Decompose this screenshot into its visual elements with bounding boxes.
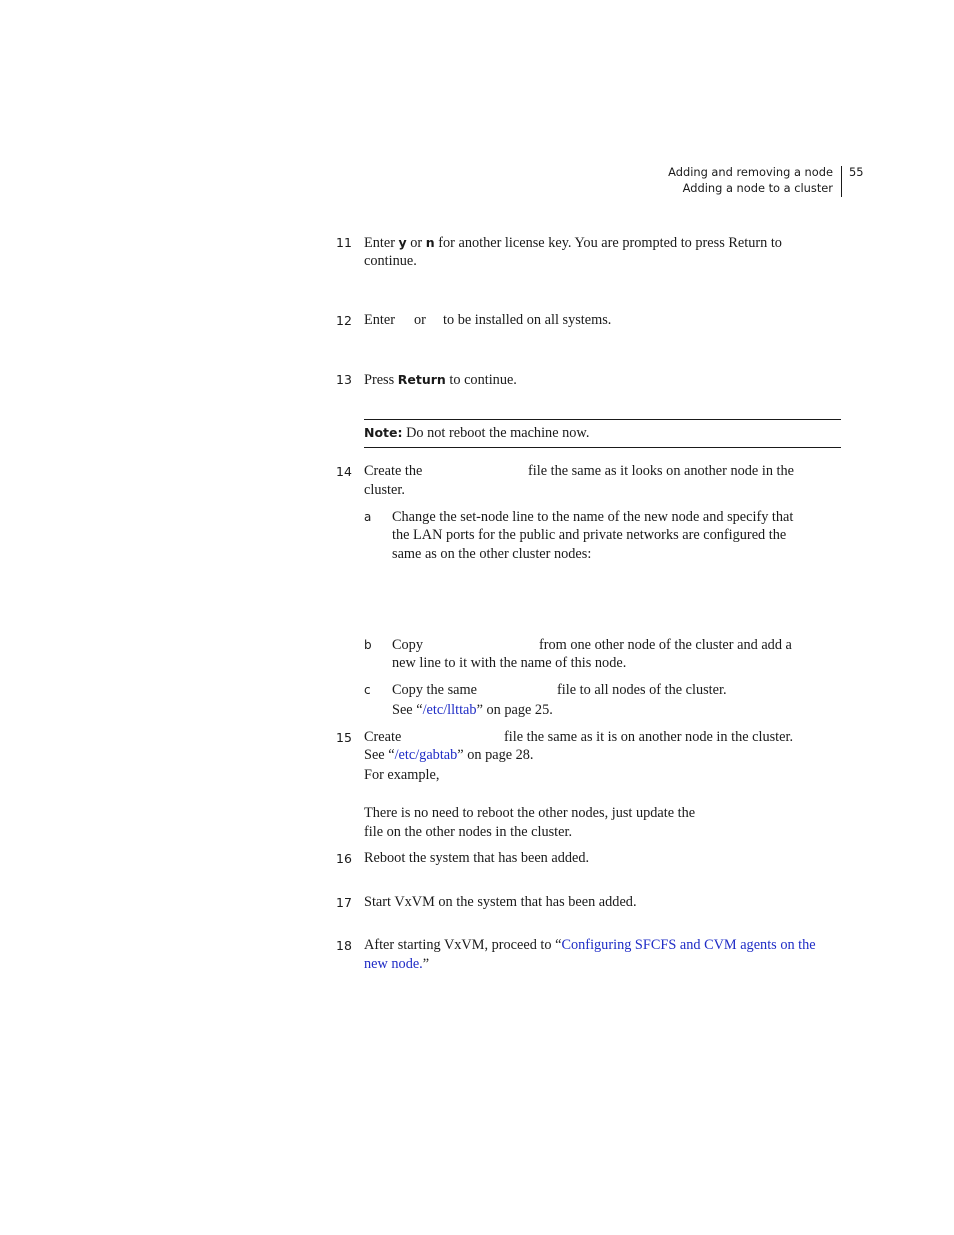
note-text (364, 423, 589, 443)
key-y: y (398, 235, 407, 250)
step-number-12: 12 (336, 313, 352, 328)
step-14-t1: Create the (364, 463, 423, 479)
substep-b-t1: Copy (392, 637, 423, 653)
step-number-17: 17 (336, 895, 352, 910)
step-11-line-2: continue. (364, 253, 417, 269)
page-number: 55 (849, 165, 864, 179)
step-15-para-line-1: There is no need to reboot the other nodes, just update the (364, 805, 696, 821)
step-12-t3: to be installed on all systems. (443, 312, 612, 328)
step-15-see-also (364, 746, 534, 765)
step-12-t1: Enter (364, 312, 395, 328)
step-15-t1: Create (364, 729, 402, 745)
key-n: n (425, 235, 435, 250)
step-14-t2: file the same as it looks on another node in the (528, 463, 795, 479)
substep-c-see-also (392, 701, 553, 720)
step-11-t3: for another license key. You are prompted to press Return to (434, 235, 782, 251)
substep-b-line-2: new line to it with the name of this node. (392, 655, 627, 671)
substep-c-t1: Copy the same (392, 682, 477, 698)
step-11-t1: Enter (364, 235, 399, 251)
step-12-t2: or (414, 312, 426, 328)
step-number-11: 11 (336, 235, 352, 250)
see-post: ” on page 25. (476, 702, 553, 718)
note-label: Note: (364, 425, 403, 440)
see-pre: See “ (364, 747, 395, 763)
link-etc-llttab[interactable]: /etc/llttab (422, 702, 477, 718)
step-18-t2: ” (422, 956, 430, 972)
running-header-section: Adding a node to a cluster (682, 181, 833, 195)
step-15-t2: file the same as it is on another node in the cluster. (504, 729, 794, 745)
step-16-text: Reboot the system that has been added. (364, 850, 590, 866)
substep-c-t2: file to all nodes of the cluster. (557, 682, 727, 698)
substep-a-line-1: Change the set-node line to the name of the new node and specify that (392, 509, 794, 525)
note-box (364, 419, 841, 448)
step-18-t1: After starting VxVM, proceed to “ (364, 937, 562, 953)
substep-b-t2: from one other node of the cluster and add a (539, 637, 792, 653)
step-15-para-line-2: file on the other nodes in the cluster. (364, 824, 573, 840)
substep-letter-c: c (364, 683, 371, 697)
see-pre: See “ (392, 702, 423, 718)
link-configuring-agents[interactable]: Configuring SFCFS and CVM agents on the (561, 937, 816, 953)
step-number-16: 16 (336, 851, 352, 866)
substep-a-line-3: same as on the other cluster nodes: (392, 546, 592, 562)
substep-a-line-2: the LAN ports for the public and private networks are configured the (392, 527, 787, 543)
step-11-line-1 (364, 233, 782, 253)
step-number-13: 13 (336, 372, 352, 387)
step-number-18: 18 (336, 938, 352, 953)
substep-letter-a: a (364, 510, 372, 524)
note-body: Do not reboot the machine now. (402, 425, 590, 441)
step-13-t2: to continue. (445, 372, 517, 388)
substep-letter-b: b (364, 638, 372, 652)
step-14-line-2: cluster. (364, 482, 405, 498)
step-number-14: 14 (336, 464, 352, 479)
step-11-t2: or (406, 235, 426, 251)
step-13-t1: Press (364, 372, 398, 388)
see-post: ” on page 28. (457, 747, 534, 763)
step-15-example: For example, (364, 767, 440, 783)
key-return: Return (397, 372, 446, 387)
link-configuring-agents-cont[interactable]: new node. (364, 956, 423, 972)
running-header-chapter: Adding and removing a node (668, 165, 833, 179)
link-etc-gabtab[interactable]: /etc/gabtab (394, 747, 458, 763)
header-divider (841, 166, 842, 197)
step-number-15: 15 (336, 730, 352, 745)
step-17-text: Start VxVM on the system that has been added. (364, 894, 637, 910)
